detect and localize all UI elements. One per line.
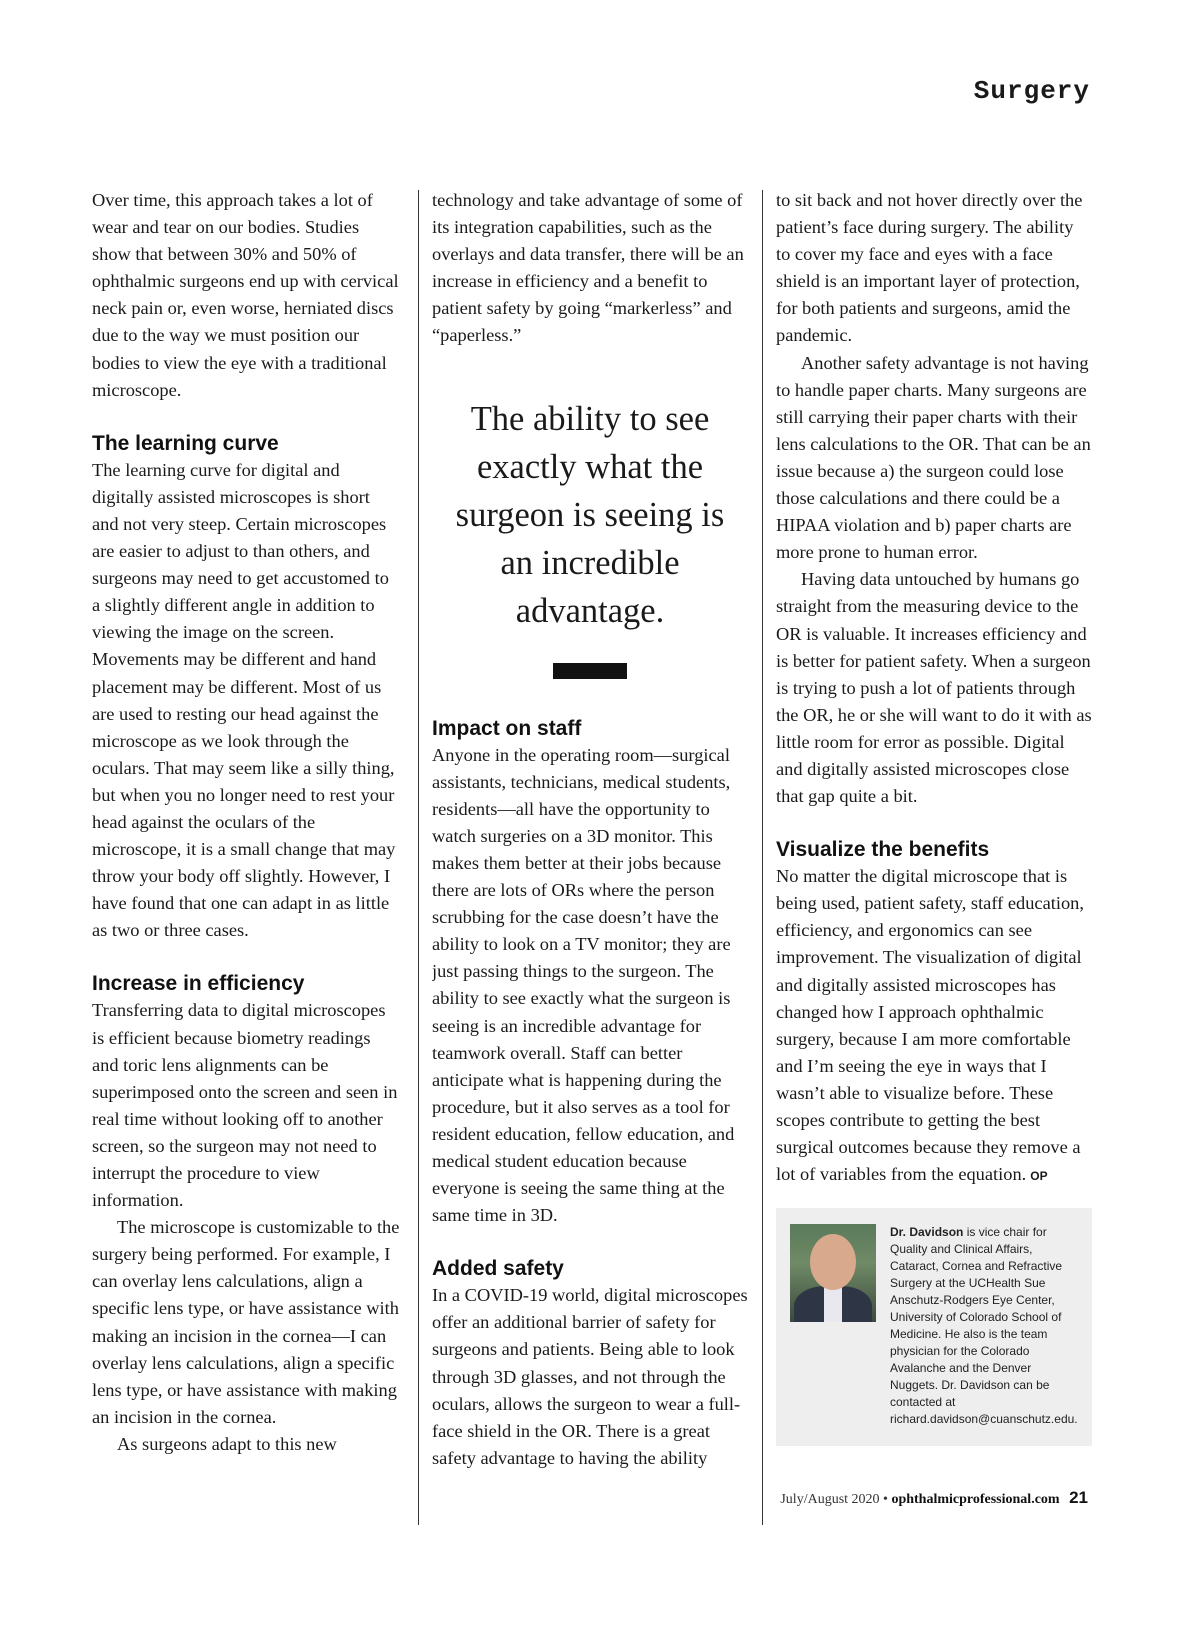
body-paragraph: to sit back and not hover directly over the patient’s face during surgery. The ability to cover my face and eyes with a face shield is an important layer of protection, for both patients and surgeons, amid the pandemic.: [776, 190, 1083, 346]
author-bio-box: [776, 1208, 1092, 1446]
column-1: [92, 187, 400, 1527]
end-mark: OP: [1030, 1169, 1048, 1184]
body-paragraph: Having data untouched by humans go straight from the measuring device to the OR is valuable. It increases efficiency and is better for patient safety. When a surgeon is trying to push a lot of patients through the OR, he or she will want to do it with as little room for error as possible. Digital and digitally assisted microscopes close that gap quite a bit.: [776, 569, 1092, 807]
column-divider: [418, 190, 419, 1525]
subheading-increase-in-efficiency: Increase in efficiency: [92, 972, 305, 996]
body-paragraph: [776, 863, 1092, 1190]
author-photo: [790, 1224, 876, 1322]
body-paragraph: Another safety advantage is not having to handle paper charts. Many surgeons are still carrying their paper charts with their lens calculations to the OR. That can be an issue because a) the surgeon could lose those calculations and there could be a HIPAA violation and b) paper charts are more prone to human error.: [776, 352, 1091, 563]
column-2: [432, 187, 748, 1527]
column-divider: [762, 190, 763, 1525]
body-paragraph: Over time, this approach takes a lot of wear and tear on our bodies. Studies show that between 30% and 50% of ophthalmic surgeons end up with cervical neck pain or, even worse, herniated discs due to the way we must position our bodies to view the eye with a traditional microscope.: [92, 190, 399, 400]
body-paragraph: As surgeons adapt to this new: [117, 1433, 337, 1454]
body-paragraph: Transferring data to digital microscopes is efficient because biometry readings and toric lens alignments can be superimposed onto the screen and seen in real time without looking off to another screen, so the surgeon may not need to interrupt the procedure to view information.: [92, 1000, 398, 1211]
subheading-visualize-the-benefits: Visualize the benefits: [776, 838, 990, 862]
body-paragraph: technology and take advantage of some of its integration capabilities, such as the overlays and data transfer, there will be an increase in efficiency and a benefit to patient safety by going “markerless” and “paperless.”: [432, 190, 744, 346]
subheading-added-safety: Added safety: [432, 1257, 564, 1281]
author-bio: [890, 1224, 1078, 1428]
column-3: [776, 187, 1092, 1527]
body-paragraph: Anyone in the operating room—surgical assistants, technicians, medical students, residents—all have the opportunity to watch surgeries on a 3D monitor. This makes them better at their jobs because there are lots of ORs where the person scrubbing for the case doesn’t have the ability to look on a TV monitor; they are just passing things to the surgeon. The ability to see exactly what the surgeon is seeing is an incredible advantage for teamwork overall. Staff can better anticipate what is happening during the procedure, but it also serves as a tool for resident education, fellow education, and medical student education because everyone is seeing the same thing at the same time in 3D.: [432, 744, 735, 1226]
pull-quote: The ability to see exactly what the surgeon is seeing is an incredible advantage.: [455, 399, 725, 630]
section-label: Surgery: [973, 76, 1090, 106]
body-paragraph: The learning curve for digital and digitally assisted microscopes is short and not very steep. Certain microscopes are easier to adjust to than others, and surgeons may need to get accustomed to a slightly different angle in addition to viewing the image on the screen. Movements may be different and hand placement may be different. Most of us are used to resting our head against the microscope as we look through the oculars. That may seem like a silly thing, but when you no longer need to rest your head against the oculars of the microscope, it is a small change that may throw your body off slightly. However, I have found that one can adapt in as little as two or three cases.: [92, 459, 396, 941]
author-name: Dr. Davidson: [890, 1225, 964, 1240]
website: ophthalmicprofessional.com: [891, 1492, 1060, 1507]
pull-quote-bar: [553, 663, 627, 679]
subheading-impact-on-staff: Impact on staff: [432, 716, 582, 740]
body-paragraph: The microscope is customizable to the surgery being performed. For example, I can overlay lens calculations, align a specific lens type, or have assistance with making an incision in the cornea—I can overlay lens calculations, align a specific lens type, or have assistance with making an incision in the cornea.: [92, 1217, 400, 1427]
body-paragraph: In a COVID-19 world, digital microscopes offer an additional barrier of safety for surgeons and patients. Being able to look through 3D glasses, and not through the oculars, allows the surgeon to wear a full-face shield in the OR. There is a great safety advantage to having the ability: [432, 1285, 748, 1468]
issue-date: July/August 2020 •: [780, 1492, 888, 1507]
subheading-learning-curve: The learning curve: [92, 431, 279, 455]
visualize-text: No matter the digital microscope that is being used, patient safety, staff education, efficiency, and ergonomics can see improvement. The visualization of digital and digitally assisted microscopes has changed how I approach ophthalmic surgery, because I am more comfortable and I’m seeing the eye in ways that I wasn’t able to visualize before. These scopes contribute to getting the best surgical outcomes because they remove a lot of variables from the equation.: [776, 866, 1084, 1185]
page-number: 21: [1069, 1488, 1088, 1507]
author-bio-text: is vice chair for Quality and Clinical Affairs, Cataract, Cornea and Refractive Surgery at the UCHealth Sue Anschutz-Rodgers Eye Center, University of Colorado School of Medicine. He also is the team physician for the Colorado Avalanche and the Denver Nuggets. Dr. Davidson can be contacted at richard.davidson@cuanschutz.edu.: [890, 1225, 1078, 1427]
page-footer: [780, 1488, 1088, 1508]
